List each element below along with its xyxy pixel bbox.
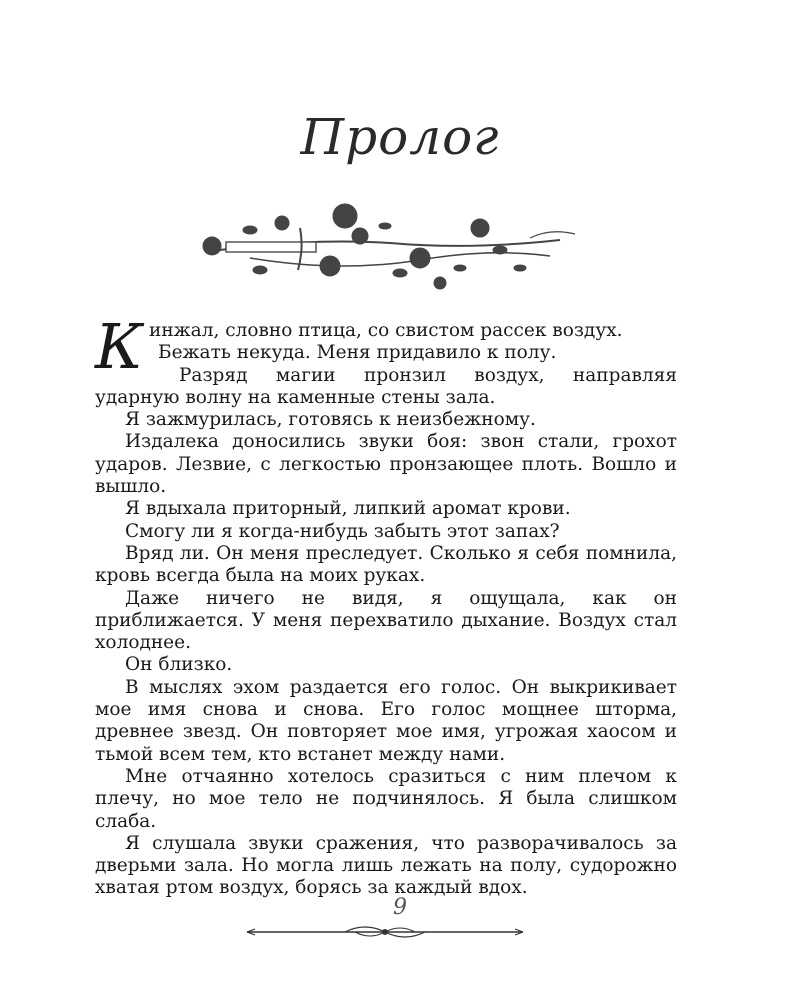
paragraph: Мне отчаянно хотелось сразиться с ним плечом к плечу, но мое тело не подчинялось. Я была слишком слаба. (95, 765, 677, 832)
rose-vine-ornament (190, 198, 590, 298)
page-number: 9 (393, 895, 407, 920)
paragraph: Даже ничего не видя, я ощущала, как он приближается. У меня перехватило дыхание. Воздух стал холоднее. (95, 587, 677, 654)
paragraph: Я слушала звуки сражения, что разворачивалось за дверьми зала. Но могла лишь лежать на полу, судорожно хватая ртом воздух, борясь за каждый вдох. (95, 832, 677, 899)
first-line: инжал, словно птица, со свистом рассек воздух. (148, 320, 623, 341)
paragraph: Издалека доносились звуки боя: звон стали, грохот ударов. Лезвие, с легкостью пронзающее плоть. Вошло и вышло. (95, 431, 677, 498)
first-paragraph (95, 310, 677, 383)
paragraph: Вряд ли. Он меня преследует. Сколько я себя помнила, кровь всегда была на моих руках. (95, 542, 677, 587)
paragraph: Я вдыхала приторный, липкий аромат крови. (125, 498, 571, 520)
paragraph: Смогу ли я когда-нибудь забыть этот запах? (125, 520, 560, 542)
chapter-title: Пролог (300, 108, 500, 166)
paragraph: Он близко. (125, 654, 233, 676)
first-paragraph-tail: Бежать некуда. Меня придавило к полу. (158, 342, 557, 364)
drop-cap: К (95, 310, 143, 383)
footer-flourish-ornament (245, 920, 525, 944)
paragraph: В мыслях эхом раздается его голос. Он выкрикивает мое имя снова и снова. Его голос мощнее шторма, древнее звезд. Он повторяет мое имя, угрожая хаосом и тьмой всем тем, кто встанет между нами. (95, 676, 677, 765)
paragraph: Разряд магии пронзил воздух, направляя ударную волну на каменные стены зала. (95, 364, 677, 408)
prologue-text (95, 310, 677, 900)
paragraph: Я зажмурилась, готовясь к неизбежному. (125, 409, 536, 431)
